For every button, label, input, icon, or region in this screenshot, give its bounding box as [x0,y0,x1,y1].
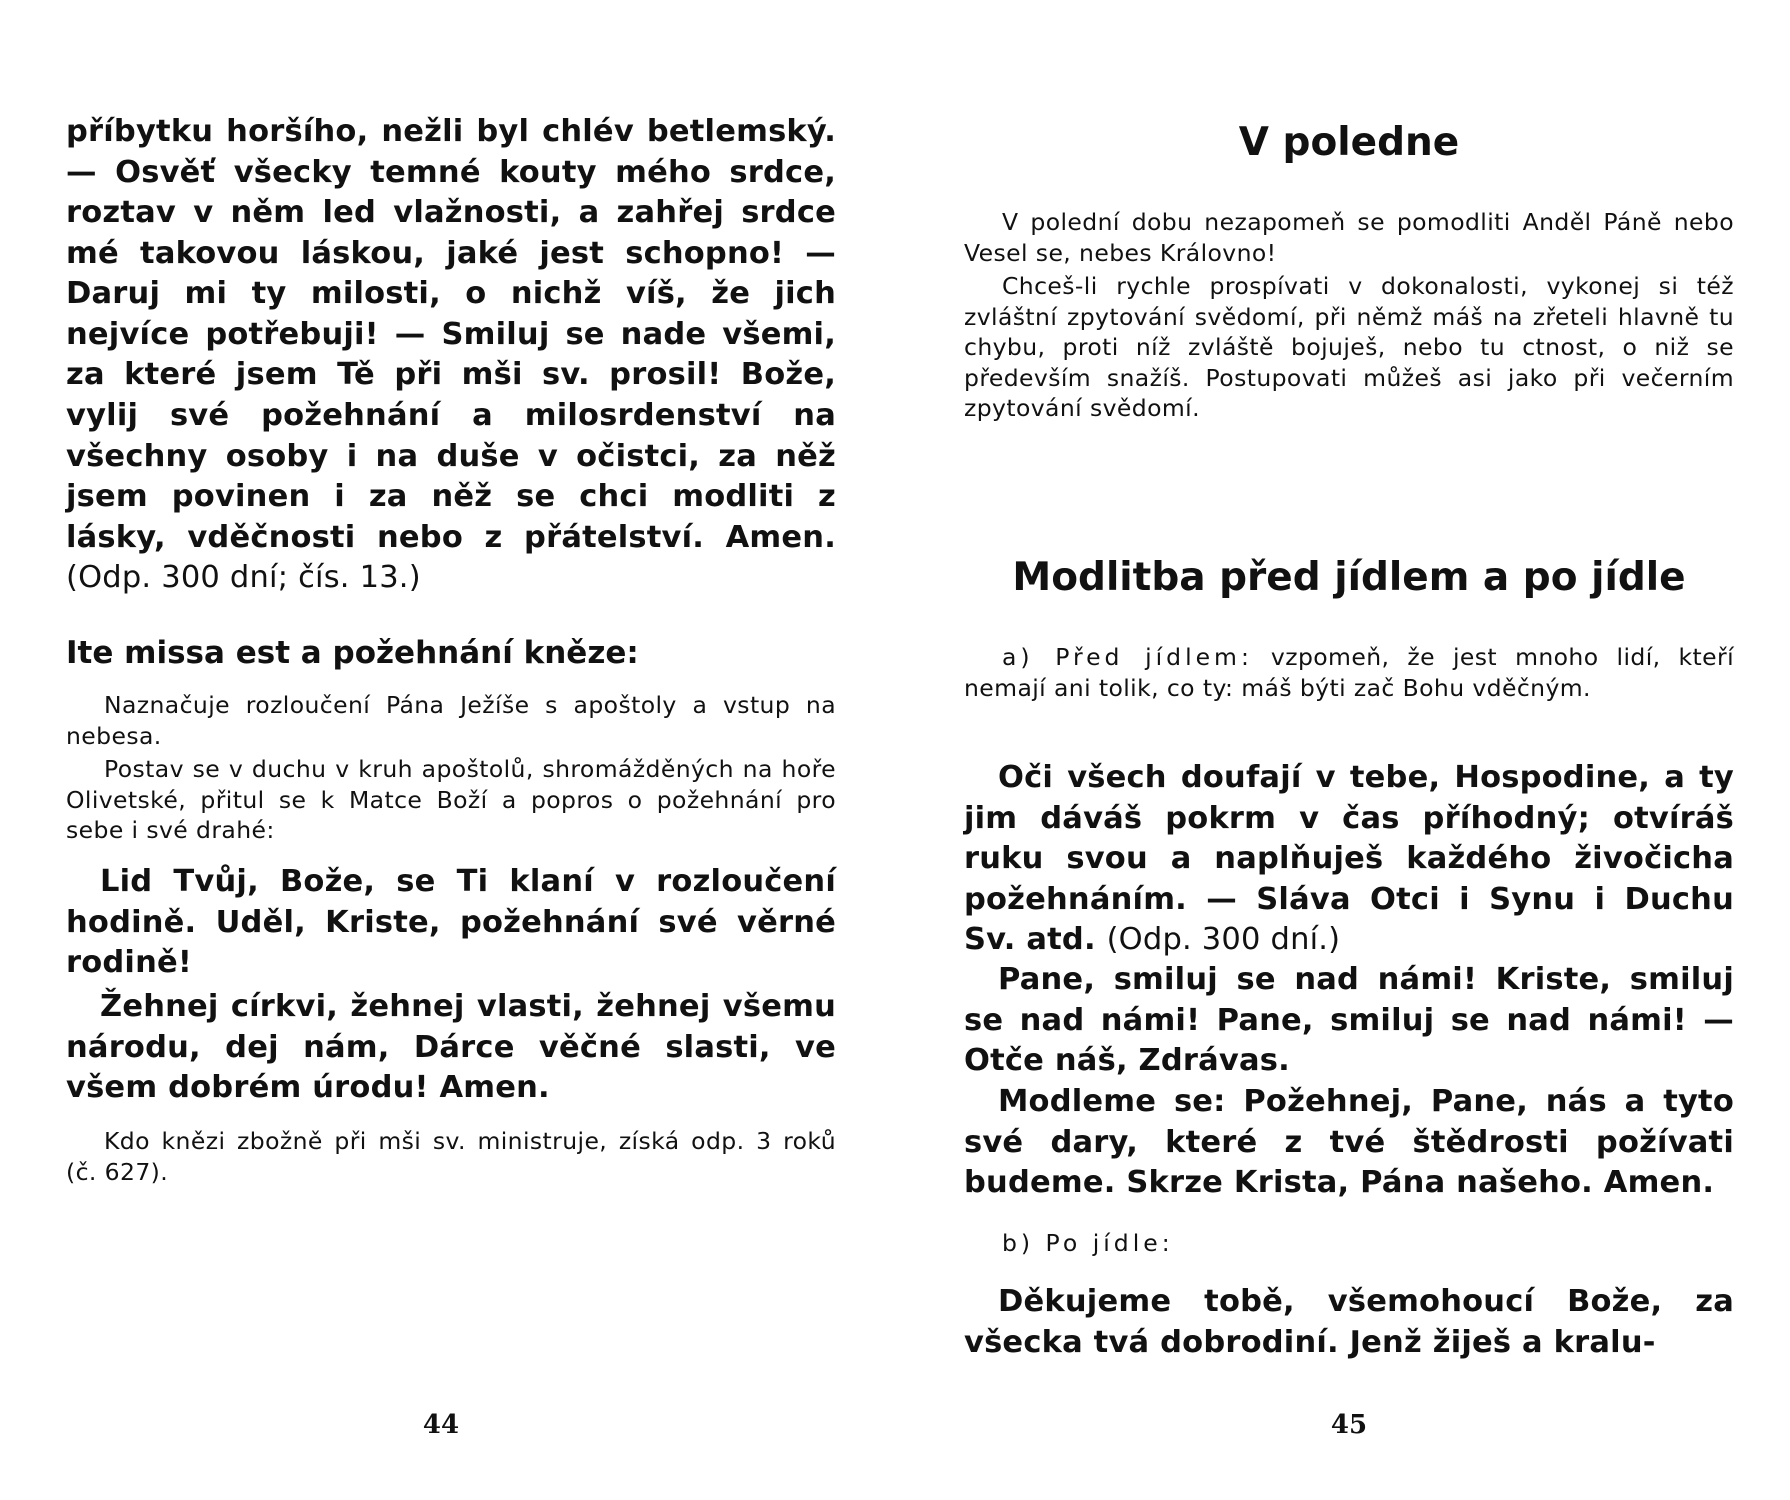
left-note-ministrant: Kdo knězi zbožně při mši sv. ministruje, získá odp. 3 roků (č. 627). [66,1127,836,1186]
left-prayer-farewell: Lid Tvůj, Bože, se Ti klaní v rozloučení hodině. Uděl, Kriste, požehnání své věrné rodině! [66,864,836,981]
left-prayer-blessing: Žehnej církvi, žehnej vlasti, žehnej všemu národu, dej nám, Dárce věčné slasti, ve všem dobrém úrodu! Amen. [66,989,836,1106]
right-page [964,0,1734,1500]
right-prayer-eyes-of-all [964,758,1734,961]
right-label-after-meal [964,1228,1734,1259]
right-prayer-bless-gifts: Modleme se: Požehnej, Pane, nás a tyto své dary, které z tvé štědrosti požívati budeme. Skrze Krista, Pána našeho. Amen. [964,1084,1734,1201]
page-number-left: 44 [422,1410,460,1440]
section-heading-v-poledne: V poledne [1238,120,1460,165]
page-number-right: 45 [1330,1410,1368,1440]
left-opening-prayer [66,112,836,599]
before-meal-note: vzpomeň, že jest mnoho lidí, kteří nemají ani tolik, co ty: máš býti zač Bohu vděčným. [964,643,1734,702]
right-note-examination: Chceš-li rychle prospívati v dokonalosti, vykonej si též zvláštní zpytování svědomí, při němž máš na zřeteli hlavně tu chybu, proti níž zvláště bojuješ, nebo tu ctnost, o niž se především snažíš. Postupovati můžeš asi jako při večerním zpytování svědomí. [964,272,1734,423]
left-page [66,0,836,1500]
left-note-farewell: Naznačuje rozloučení Pána Ježíše s apoštoly a vstup na nebesa. [66,691,836,750]
left-opening-prayer-indulgence: (Odp. 300 dní; čís. 13.) [66,560,421,596]
left-opening-prayer-text: příbytku horšího, nežli byl chlév betlemský. — Osvěť všecky temné kouty mého srdce, roztav v něm led vlažnosti, a zahřej srdce mé takovou láskou, jaké jest schopno! — Daruj mi ty milosti, o nichž víš, že jich nejvíce potřebuji! — Smiluj se nade všemi, za které jsem Tě při mši sv. prosil! Bože, vylij své požehnání a milosrdenství na všechny osoby i na duše v očistci, za něž jsem povinen i za něž se chci modliti z lásky, vděčnosti nebo z přátelství. Amen. [66,114,836,555]
right-note-before-meal [964,642,1734,703]
after-meal-label: b) Po jídle: [1002,1229,1174,1257]
left-note-apostles: Postav se v duchu v kruh apoštolů, shromážděných na hoře Olivetské, přitul se k Matce Boží a popros o požehnání pro sebe i své drahé: [66,755,836,845]
section-heading-meal-prayer: Modlitba před jídlem a po jídle [1012,555,1686,600]
right-prayer-eyes-of-all-indulgence: (Odp. 300 dní.) [1106,922,1341,958]
section-heading-ite-missa-est: Ite missa est a požehnání kněze: [66,635,639,671]
right-prayer-eyes-of-all-text: Oči všech doufají v tebe, Hospodine, a ty jim dáváš pokrm v čas příhodný; otvíráš ruku svou a naplňuješ každého živočicha požehnáním. — Sláva Otci i Synu i Duchu Sv. atd. [964,760,1734,958]
right-note-angelus: V polední dobu nezapomeň se pomodliti Anděl Páně nebo Vesel se, nebes Královno! [964,208,1734,267]
right-prayer-kyrie: Pane, smiluj se nad námi! Kriste, smiluj se nad námi! Pane, smiluj se nad námi! — Otče náš, Zdrávas. [964,962,1734,1079]
right-prayer-thanksgiving: Děkujeme tobě, všemohoucí Bože, za všecka tvá dobrodiní. Jenž žiješ a kralu- [964,1284,1734,1360]
before-meal-label: a) Před jídlem: [1002,643,1253,671]
